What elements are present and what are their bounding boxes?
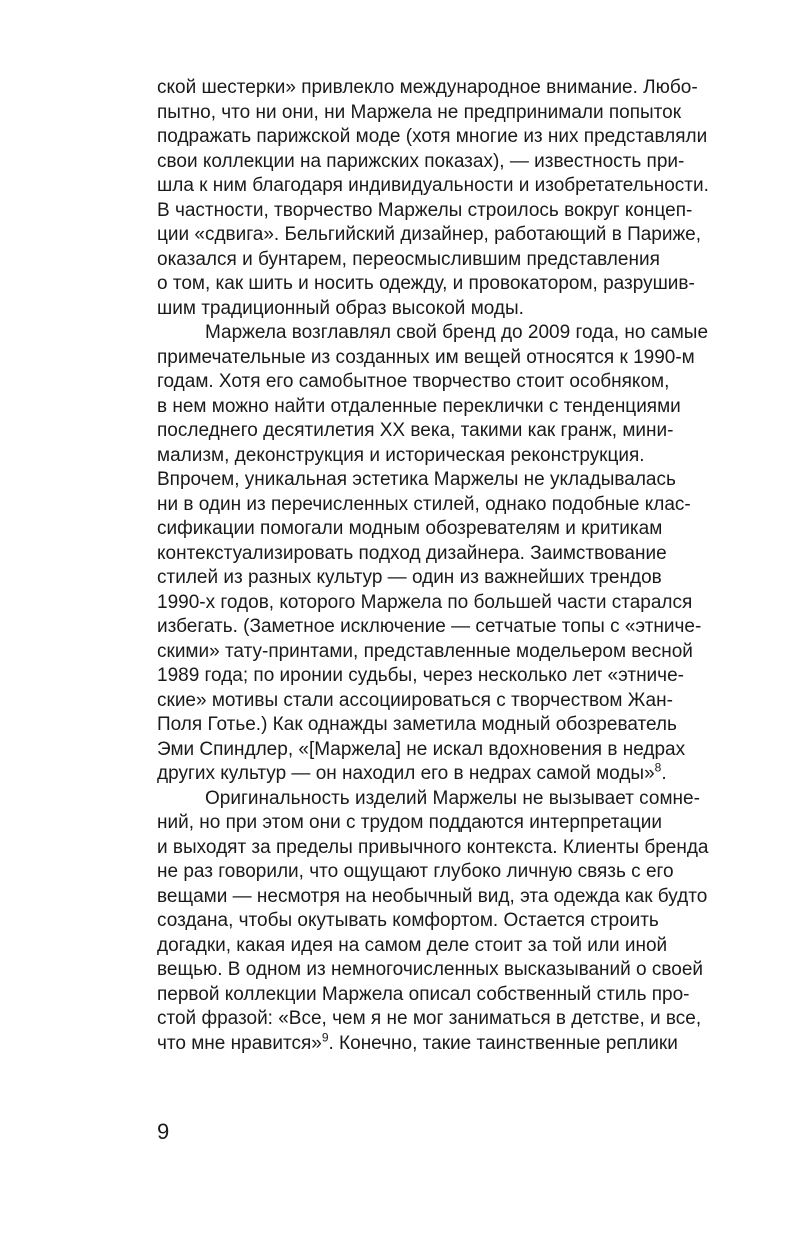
text-line: избегать. (Заметное исключение — сетчатые топы с «этниче- [157, 616, 702, 637]
text-line: ни в один из перечисленных стилей, однако подобные клас- [157, 493, 691, 515]
text-line: в нем можно найти отдаленные переклички с тенденциями [157, 395, 681, 417]
footnote-marker[interactable]: 9 [321, 1030, 329, 1045]
page-number: 9 [157, 1119, 170, 1144]
text-line: других культур — он находил его в недрах самой моды»$^8$. [157, 760, 667, 784]
text-line: контекстуализировать подход дизайнера. Заимствование [157, 542, 667, 564]
text-line: скими» тату-принтами, представленные модельером весной [157, 640, 693, 662]
text-line: примечательные из созданных им вещей относятся к 1990-м [157, 346, 695, 368]
text-line: стилей из разных культур — один из важнейших трендов [157, 567, 662, 588]
text-line: Поля Готье.) Как однажды заметила модный обозреватель [157, 714, 677, 735]
text-line: ские» мотивы стали ассоциироваться с творчеством Жан- [157, 689, 673, 711]
text-line: пытно, что ни они, ни Маржела не предпринимали попыток [157, 101, 682, 123]
text-line: Оригинальность изделий Маржелы не вызывает сомне- [205, 787, 700, 809]
text-line-content: что мне нравится» [157, 1032, 322, 1054]
text-line [157, 1032, 727, 1057]
text-line: о том, как шить и носить одежду, и провокатором, разрушив- [157, 273, 695, 294]
text-line: Маржела возглавлял свой бренд до 2009 года, но самые [205, 322, 709, 343]
text-line: 1989 года; по иронии судьбы, через несколько лет «этниче- [157, 665, 684, 686]
text-line: ний, но при этом они с трудом поддаются интерпретации [157, 812, 662, 833]
text-line: первой коллекции Маржела описал собственный стиль про- [157, 983, 690, 1005]
text-line: оказался и бунтарем, переосмыслившим представления [157, 248, 660, 270]
text-line: создана, чтобы окутывать комфортом. Остается строить [157, 910, 659, 931]
text-line: шла к ним благодаря индивидуальности и изобретательности. [157, 175, 709, 196]
text-line: Впрочем, уникальная эстетика Маржелы не укладывалась [157, 469, 676, 490]
text-line: подражать парижской моде (хотя многие из них представляли [157, 126, 708, 147]
footnote-marker[interactable]: 8 [654, 760, 662, 775]
text-line: вещами — несмотря на необычный вид, эта одежда как будто [157, 885, 708, 907]
text-line: годам. Хотя его самобытное творчество стоит особняком, [157, 371, 670, 392]
text-line: не раз говорили, что ощущают глубоко личную связь с его [157, 861, 674, 882]
text-line: шим традиционный образ высокой моды. [157, 297, 524, 319]
text-line: ции «сдвига». Бельгийский дизайнер, работающий в Париже, [157, 224, 702, 245]
text-line: последнего десятилетия XX века, такими как гранж, мини- [157, 420, 674, 441]
text-line: ской шестерки» привлекло международное внимание. Любо- [157, 77, 698, 98]
text-line: мализм, деконструкция и историческая реконструкция. [157, 444, 645, 466]
text-line: В частности, творчество Маржелы строилось вокруг концеп- [157, 199, 693, 221]
text-line-content: . Конечно, такие таинственные реплики [328, 1032, 678, 1054]
text-line: и выходят за пределы привычного контекста. Клиенты бренда [157, 836, 709, 858]
text-line: вещью. В одном из немногочисленных высказываний о своей [157, 959, 704, 980]
text-line: свои коллекции на парижских показах), — известность при- [157, 150, 685, 172]
text-line: 1990-х годов, которого Маржела по большей части старался [157, 591, 693, 613]
text-line: стой фразой: «Все, чем я не мог заниматься в детстве, и все, [157, 1008, 702, 1029]
text-line: сификации помогали модным обозревателям и критикам [157, 518, 663, 539]
text-line: догадки, какая идея на самом деле стоит за той или иной [157, 934, 668, 956]
text-line-content: других культур — он находил его в недрах самой моды» [157, 763, 655, 784]
text-line: Эми Спиндлер, «[Маржела] не искал вдохновения в недрах [157, 738, 686, 760]
body-text [157, 76, 727, 1056]
